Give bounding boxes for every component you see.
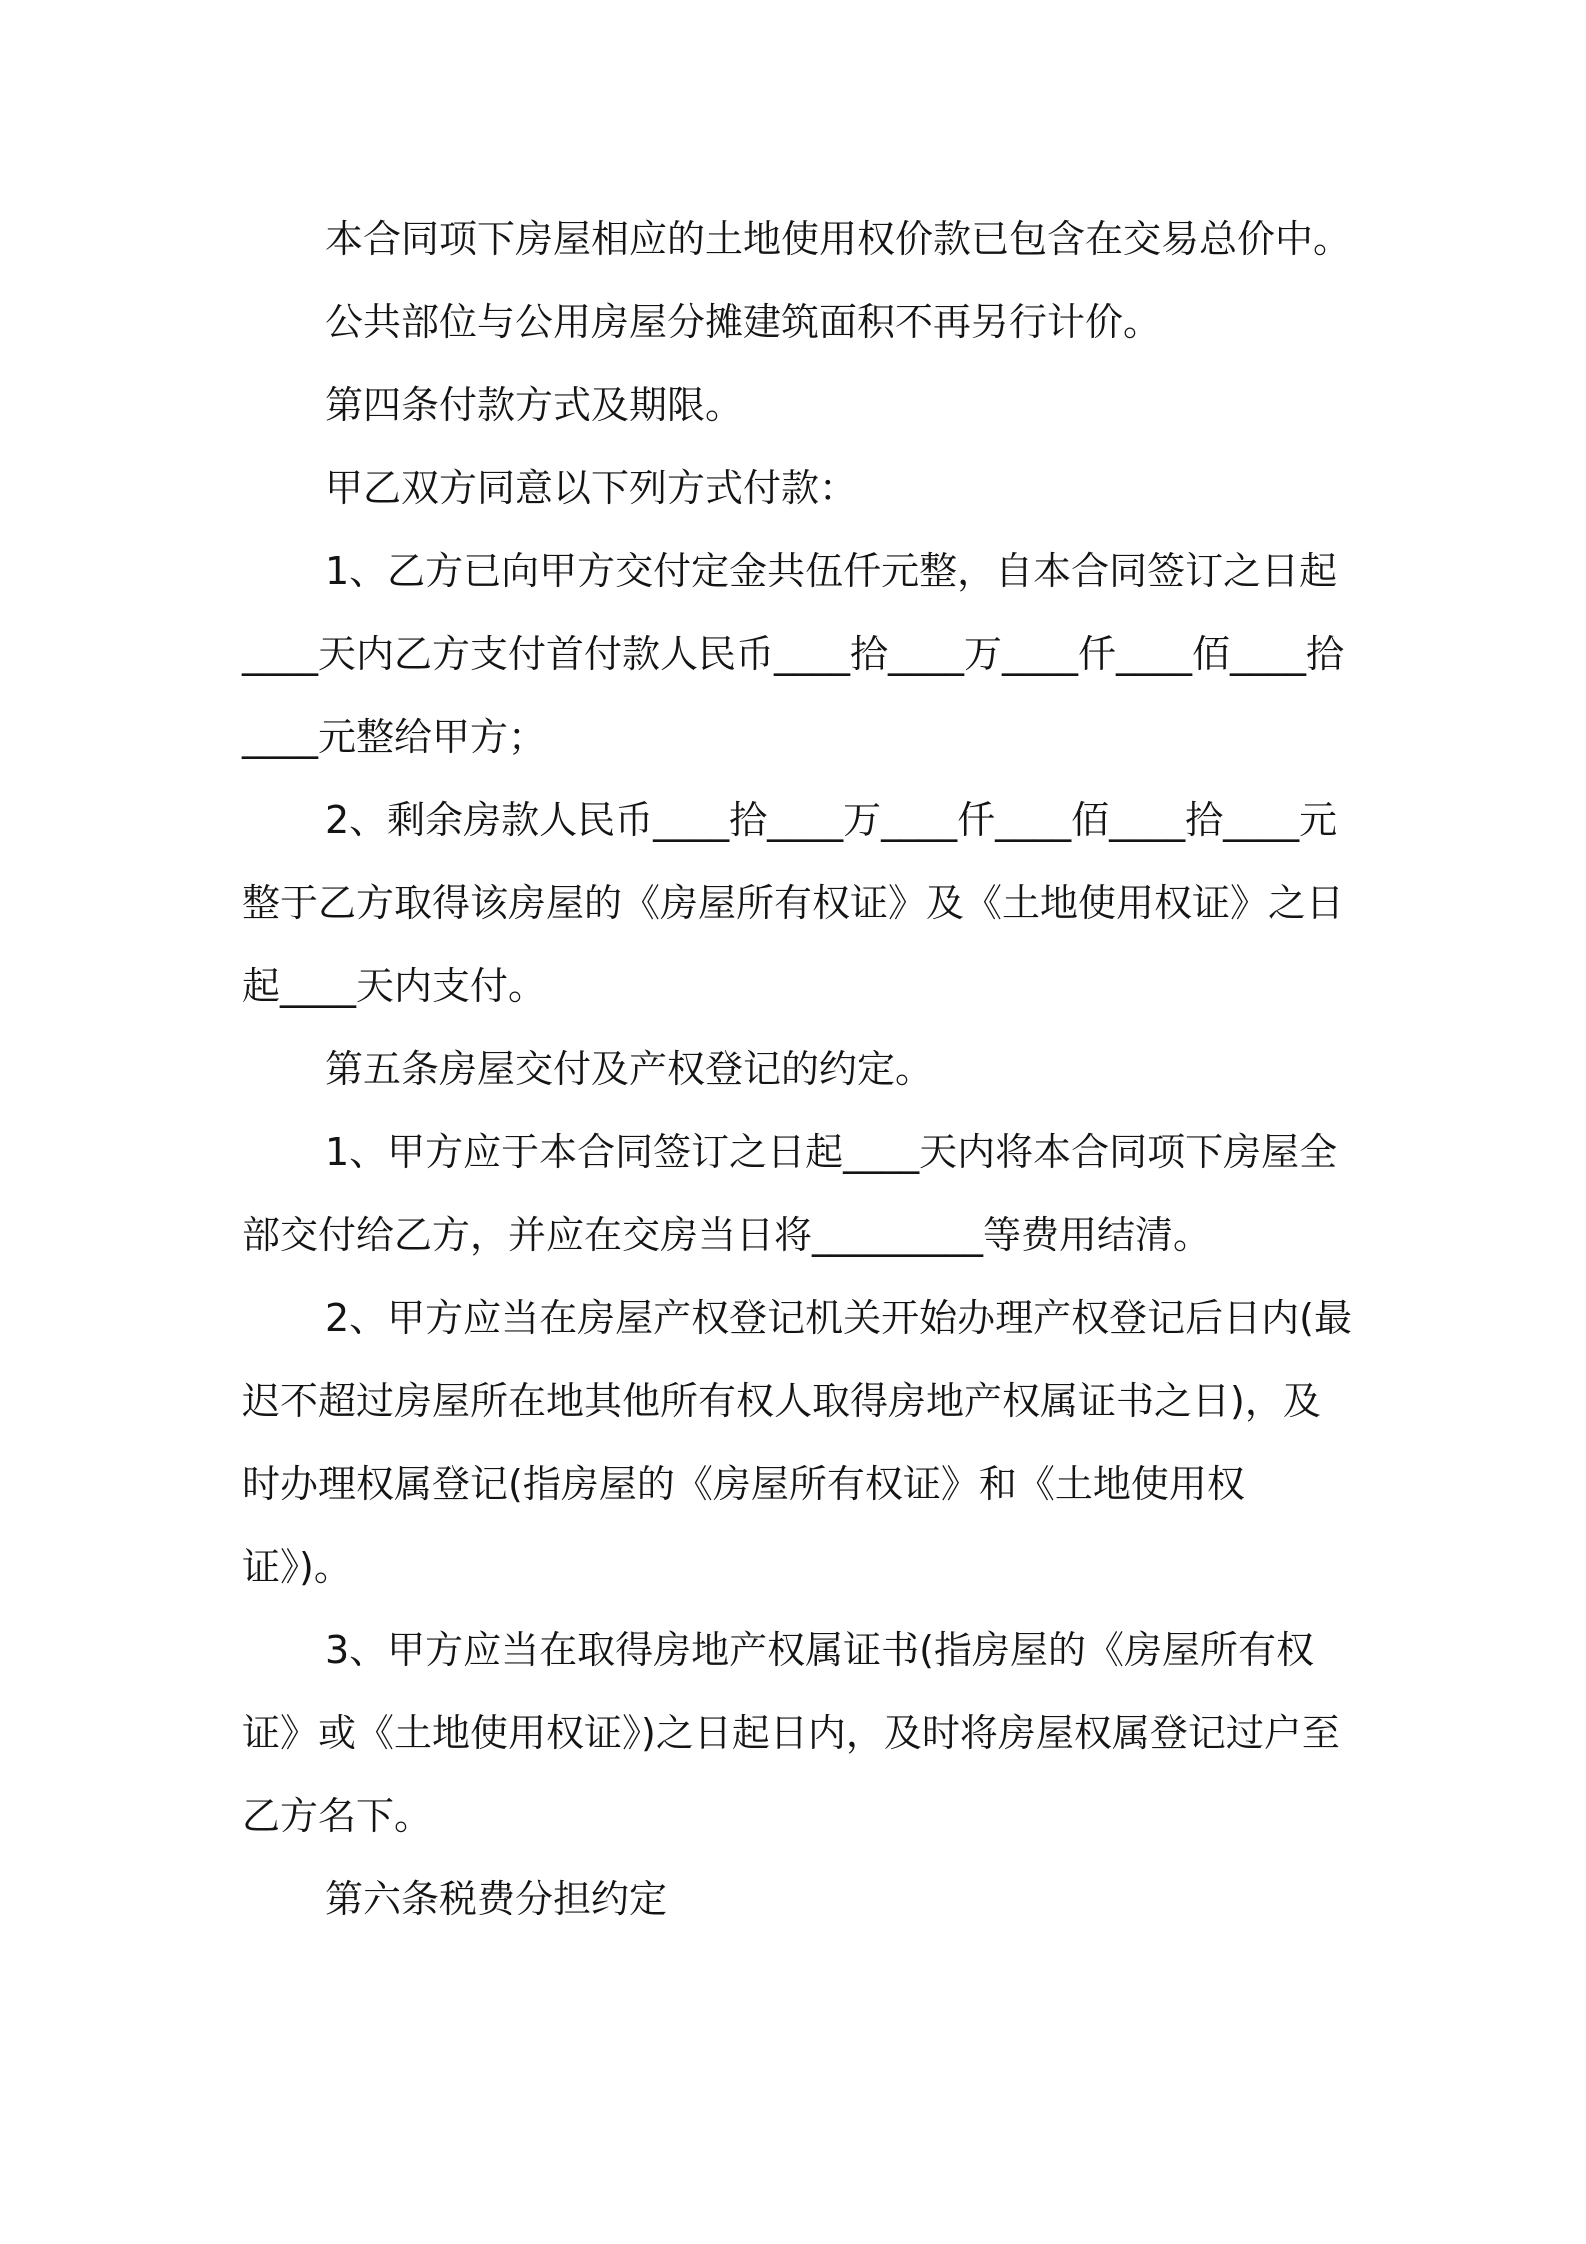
article-4-heading: 第四条付款方式及期限。 [325, 383, 744, 427]
paragraph-shared-area: 公共部位与公用房屋分摊建筑面积不再另行计价。 [325, 300, 1162, 344]
paragraph-land-use-price: 本合同项下房屋相应的土地使用权价款已包含在交易总价中。 [325, 217, 1352, 261]
paragraph-delivery-item-1: 1、甲方应于本合同签订之日起____天内将本合同项下房屋全部交付给乙方，并应在交房当日将_________等费用结清。 [242, 1130, 1338, 1257]
article-6-heading: 第六条税费分担约定 [325, 1877, 668, 1921]
paragraph-delivery-item-3: 3、甲方应当在取得房地产权属证书(指房屋的《房屋所有权证》或《土地使用权证》)之日起日内，及时将房屋权属登记过户至乙方名下。 [242, 1628, 1340, 1838]
paragraph-payment-item-1: 1、乙方已向甲方交付定金共伍仟元整，自本合同签订之日起____天内乙方支付首付款人民币____拾____万____仟____佰____拾____元整给甲方； [242, 549, 1345, 759]
article-5-heading: 第五条房屋交付及产权登记的约定。 [325, 1047, 934, 1091]
paragraph-delivery-item-2: 2、甲方应当在房屋产权登记机关开始办理产权登记后日内(最迟不超过房屋所在地其他所有权人取得房地产权属证书之日)，及时办理权属登记(指房屋的《房屋所有权证》和《土地使用权证》)。 [242, 1296, 1353, 1589]
document-body [242, 198, 1352, 1941]
paragraph-payment-item-2: 2、剩余房款人民币____拾____万____仟____佰____拾____元整于乙方取得该房屋的《房屋所有权证》及《土地使用权证》之日起____天内支付。 [242, 798, 1345, 1008]
paragraph-payment-intro: 甲乙双方同意以下列方式付款： [325, 466, 858, 510]
